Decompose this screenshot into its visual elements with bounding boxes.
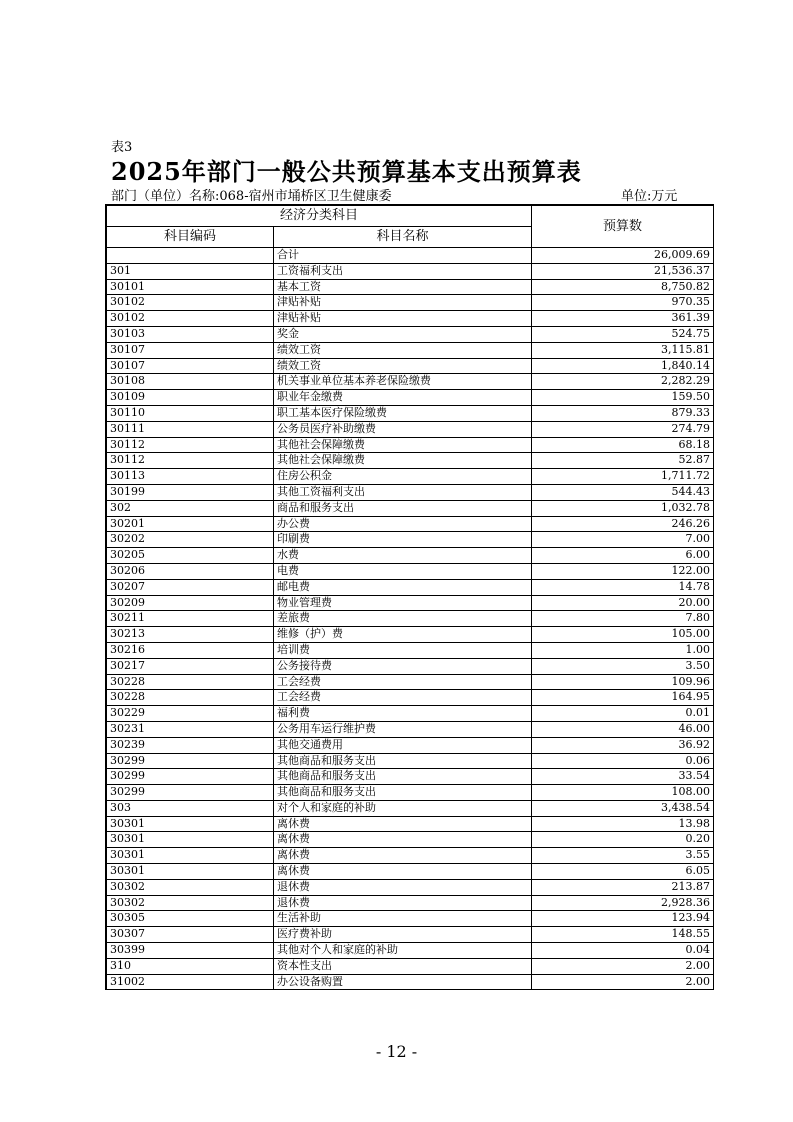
row-code: 30301 <box>107 816 274 832</box>
row-name: 奖金 <box>274 326 532 342</box>
header-amount: 预算数 <box>532 206 714 248</box>
row-code: 30299 <box>107 753 274 769</box>
row-code: 30202 <box>107 532 274 548</box>
row-code: 30103 <box>107 326 274 342</box>
table-row <box>107 500 714 516</box>
row-code: 30112 <box>107 437 274 453</box>
budget-table-body <box>107 248 714 990</box>
row-name: 离休费 <box>274 848 532 864</box>
row-code: 30299 <box>107 785 274 801</box>
unit-label: 单位:万元 <box>621 189 678 204</box>
row-amount: 0.01 <box>532 706 714 722</box>
row-code: 30107 <box>107 342 274 358</box>
row-code: 30302 <box>107 879 274 895</box>
row-amount: 21,536.37 <box>532 263 714 279</box>
table-row <box>107 721 714 737</box>
row-name: 退休费 <box>274 879 532 895</box>
row-code: 30307 <box>107 927 274 943</box>
table-row <box>107 958 714 974</box>
row-amount: 52.87 <box>532 453 714 469</box>
row-name: 生活补助 <box>274 911 532 927</box>
row-amount: 14.78 <box>532 579 714 595</box>
row-amount: 2,928.36 <box>532 895 714 911</box>
row-name: 津贴补贴 <box>274 295 532 311</box>
row-amount: 46.00 <box>532 721 714 737</box>
row-name: 离休费 <box>274 864 532 880</box>
table-row <box>107 374 714 390</box>
row-code: 30229 <box>107 706 274 722</box>
table-row <box>107 484 714 500</box>
row-name: 职业年金缴费 <box>274 390 532 406</box>
row-amount: 0.20 <box>532 832 714 848</box>
table-row <box>107 690 714 706</box>
row-code: 30301 <box>107 848 274 864</box>
table-row <box>107 879 714 895</box>
row-name: 职工基本医疗保险缴费 <box>274 405 532 421</box>
table-row <box>107 405 714 421</box>
table-row <box>107 974 714 990</box>
row-amount: 1,840.14 <box>532 358 714 374</box>
row-code: 31002 <box>107 974 274 990</box>
row-amount: 3.50 <box>532 658 714 674</box>
row-amount: 122.00 <box>532 563 714 579</box>
row-code: 30112 <box>107 453 274 469</box>
table-row <box>107 816 714 832</box>
row-name: 物业管理费 <box>274 595 532 611</box>
table-row <box>107 611 714 627</box>
row-name: 住房公积金 <box>274 469 532 485</box>
row-code: 30217 <box>107 658 274 674</box>
row-code: 30110 <box>107 405 274 421</box>
table-row <box>107 800 714 816</box>
table-row <box>107 532 714 548</box>
table-row <box>107 263 714 279</box>
table-row <box>107 848 714 864</box>
table-row <box>107 864 714 880</box>
row-name: 合计 <box>274 248 532 264</box>
table-row <box>107 295 714 311</box>
row-code: 30302 <box>107 895 274 911</box>
row-name: 退休费 <box>274 895 532 911</box>
row-amount: 2.00 <box>532 974 714 990</box>
row-amount: 13.98 <box>532 816 714 832</box>
row-amount: 544.43 <box>532 484 714 500</box>
row-name: 其他对个人和家庭的补助 <box>274 943 532 959</box>
document-title: 2025年部门一般公共预算基本支出预算表 <box>111 157 582 186</box>
row-code: 30102 <box>107 295 274 311</box>
row-name: 工会经费 <box>274 674 532 690</box>
table-row <box>107 563 714 579</box>
row-name: 邮电费 <box>274 579 532 595</box>
department-name: 部门（单位）名称:068-宿州市埇桥区卫生健康委 <box>111 189 392 204</box>
row-amount: 0.06 <box>532 753 714 769</box>
table-row <box>107 469 714 485</box>
row-code: 30305 <box>107 911 274 927</box>
table-row <box>107 927 714 943</box>
row-code: 30231 <box>107 721 274 737</box>
table-label: 表3 <box>111 140 133 155</box>
row-code: 30301 <box>107 832 274 848</box>
header-economic-class: 经济分类科目 <box>107 206 532 227</box>
table-row <box>107 785 714 801</box>
table-row <box>107 895 714 911</box>
row-code: 30399 <box>107 943 274 959</box>
row-code: 30111 <box>107 421 274 437</box>
row-code: 30102 <box>107 311 274 327</box>
row-name: 机关事业单位基本养老保险缴费 <box>274 374 532 390</box>
row-amount: 1.00 <box>532 642 714 658</box>
row-amount: 3.55 <box>532 848 714 864</box>
table-row <box>107 453 714 469</box>
row-name: 其他商品和服务支出 <box>274 769 532 785</box>
row-code: 30216 <box>107 642 274 658</box>
row-code: 30101 <box>107 279 274 295</box>
row-code: 30213 <box>107 627 274 643</box>
row-code: 30201 <box>107 516 274 532</box>
table-row <box>107 390 714 406</box>
table-row <box>107 658 714 674</box>
table-row <box>107 911 714 927</box>
row-amount: 213.87 <box>532 879 714 895</box>
table-row <box>107 279 714 295</box>
row-code: 30205 <box>107 548 274 564</box>
table-row <box>107 437 714 453</box>
row-name: 工会经费 <box>274 690 532 706</box>
row-code: 302 <box>107 500 274 516</box>
table-row <box>107 342 714 358</box>
row-name: 福利费 <box>274 706 532 722</box>
row-name: 津贴补贴 <box>274 311 532 327</box>
row-amount: 7.80 <box>532 611 714 627</box>
row-amount: 970.35 <box>532 295 714 311</box>
row-name: 其他社会保障缴费 <box>274 453 532 469</box>
row-name: 维修（护）费 <box>274 627 532 643</box>
table-row <box>107 516 714 532</box>
row-amount: 524.75 <box>532 326 714 342</box>
page-number: - 12 - <box>375 1042 418 1061</box>
row-name: 离休费 <box>274 832 532 848</box>
table-row <box>107 737 714 753</box>
table-row <box>107 421 714 437</box>
table-row <box>107 832 714 848</box>
row-amount: 274.79 <box>532 421 714 437</box>
table-row <box>107 642 714 658</box>
row-code: 30109 <box>107 390 274 406</box>
row-code: 30239 <box>107 737 274 753</box>
row-name: 水费 <box>274 548 532 564</box>
row-name: 工资福利支出 <box>274 263 532 279</box>
row-amount: 33.54 <box>532 769 714 785</box>
row-name: 商品和服务支出 <box>274 500 532 516</box>
table-row <box>107 311 714 327</box>
row-code: 30301 <box>107 864 274 880</box>
row-code: 303 <box>107 800 274 816</box>
row-code <box>107 248 274 264</box>
row-name: 印刷费 <box>274 532 532 548</box>
row-name: 其他商品和服务支出 <box>274 785 532 801</box>
row-code: 30107 <box>107 358 274 374</box>
row-code: 30113 <box>107 469 274 485</box>
row-amount: 159.50 <box>532 390 714 406</box>
row-amount: 148.55 <box>532 927 714 943</box>
row-amount: 164.95 <box>532 690 714 706</box>
row-amount: 6.00 <box>532 548 714 564</box>
row-amount: 1,711.72 <box>532 469 714 485</box>
row-code: 301 <box>107 263 274 279</box>
row-name: 其他社会保障缴费 <box>274 437 532 453</box>
row-code: 310 <box>107 958 274 974</box>
row-amount: 2,282.29 <box>532 374 714 390</box>
row-name: 办公费 <box>274 516 532 532</box>
table-row <box>107 769 714 785</box>
row-name: 资本性支出 <box>274 958 532 974</box>
table-row <box>107 627 714 643</box>
row-name: 电费 <box>274 563 532 579</box>
budget-table <box>106 205 714 990</box>
row-amount: 361.39 <box>532 311 714 327</box>
table-row <box>107 579 714 595</box>
row-amount: 26,009.69 <box>532 248 714 264</box>
row-amount: 105.00 <box>532 627 714 643</box>
row-name: 离休费 <box>274 816 532 832</box>
row-amount: 6.05 <box>532 864 714 880</box>
row-amount: 2.00 <box>532 958 714 974</box>
table-row <box>107 358 714 374</box>
row-name: 绩效工资 <box>274 358 532 374</box>
row-name: 办公设备购置 <box>274 974 532 990</box>
row-name: 公务用车运行维护费 <box>274 721 532 737</box>
row-name: 其他商品和服务支出 <box>274 753 532 769</box>
row-amount: 879.33 <box>532 405 714 421</box>
row-amount: 109.96 <box>532 674 714 690</box>
header-name: 科目名称 <box>274 227 532 248</box>
row-name: 培训费 <box>274 642 532 658</box>
table-row <box>107 595 714 611</box>
row-amount: 7.00 <box>532 532 714 548</box>
row-code: 30207 <box>107 579 274 595</box>
row-amount: 123.94 <box>532 911 714 927</box>
row-amount: 36.92 <box>532 737 714 753</box>
table-row <box>107 753 714 769</box>
table-row <box>107 248 714 264</box>
table-row <box>107 943 714 959</box>
row-code: 30206 <box>107 563 274 579</box>
row-code: 30108 <box>107 374 274 390</box>
row-amount: 8,750.82 <box>532 279 714 295</box>
row-name: 对个人和家庭的补助 <box>274 800 532 816</box>
row-name: 医疗费补助 <box>274 927 532 943</box>
table-row <box>107 674 714 690</box>
row-name: 绩效工资 <box>274 342 532 358</box>
row-code: 30199 <box>107 484 274 500</box>
row-name: 公务接待费 <box>274 658 532 674</box>
row-name: 其他交通费用 <box>274 737 532 753</box>
row-amount: 3,438.54 <box>532 800 714 816</box>
row-amount: 20.00 <box>532 595 714 611</box>
row-name: 基本工资 <box>274 279 532 295</box>
row-code: 30228 <box>107 690 274 706</box>
row-amount: 0.04 <box>532 943 714 959</box>
row-code: 30211 <box>107 611 274 627</box>
row-amount: 68.18 <box>532 437 714 453</box>
table-row <box>107 706 714 722</box>
row-name: 差旅费 <box>274 611 532 627</box>
row-code: 30299 <box>107 769 274 785</box>
row-code: 30209 <box>107 595 274 611</box>
table-row <box>107 326 714 342</box>
row-amount: 1,032.78 <box>532 500 714 516</box>
row-amount: 108.00 <box>532 785 714 801</box>
row-amount: 3,115.81 <box>532 342 714 358</box>
row-name: 其他工资福利支出 <box>274 484 532 500</box>
header-code: 科目编码 <box>107 227 274 248</box>
table-row <box>107 548 714 564</box>
row-amount: 246.26 <box>532 516 714 532</box>
row-name: 公务员医疗补助缴费 <box>274 421 532 437</box>
row-code: 30228 <box>107 674 274 690</box>
